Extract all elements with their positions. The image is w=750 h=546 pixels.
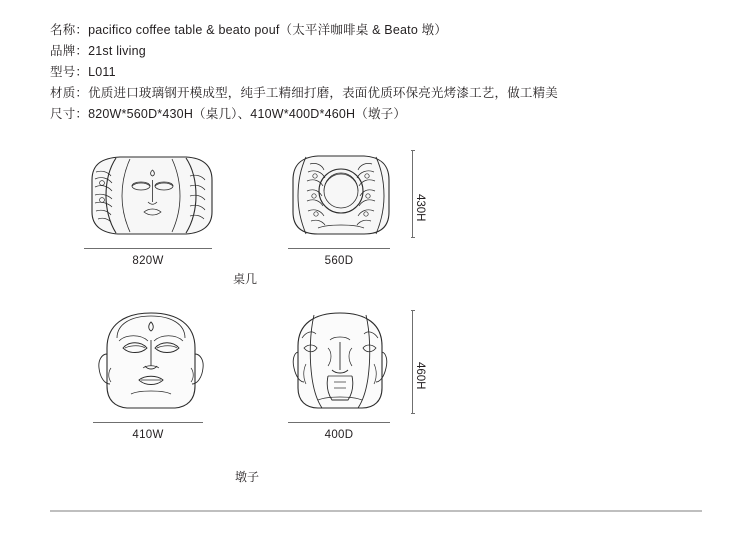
group-label-table: 桌几: [232, 272, 257, 286]
dimension-cap-top: [411, 150, 415, 151]
caption-410w: 410W: [132, 429, 164, 441]
group-label-pouf: 墩子: [234, 470, 259, 484]
dimension-line: [412, 150, 413, 238]
spec-line-name: 名称：pacifico coffee table & beato pouf（太平洋咖啡桌 & Beato 墩）: [50, 23, 448, 37]
coffee-table-side-illustration: [288, 150, 394, 240]
drawing-area: [0, 140, 750, 500]
spec-line-material: 材质：优质进口玻璃钢开模成型，纯手工精细打磨，表面优质环保亮光烤漆工艺，做工精美: [50, 86, 559, 100]
footer-divider: [50, 510, 702, 512]
figure-pouf-front: [95, 308, 207, 441]
spec-line-size: 尺寸：820W*560D*430H（桌几）、410W*400D*460H（墩子）: [50, 107, 407, 121]
caption-rule-560d: [288, 248, 390, 249]
caption-rule-400d: [288, 422, 390, 423]
caption-rule-410w: [93, 422, 203, 423]
dimension-label-430h: 430H: [414, 194, 426, 222]
spec-line-model: 型号：L011: [50, 65, 116, 79]
caption-400d: 400D: [324, 429, 354, 441]
dimension-cap-bottom: [411, 237, 415, 238]
dimension-line: [412, 310, 413, 414]
dimension-cap-bottom: [411, 413, 415, 414]
pouf-side-illustration: [288, 308, 392, 416]
pouf-front-illustration: [95, 308, 207, 416]
figure-pouf-side: [288, 308, 392, 441]
caption-820w: 820W: [132, 255, 164, 267]
caption-560d: 560D: [324, 255, 354, 267]
caption-rule-820w: [84, 248, 212, 249]
dimension-label-460h: 460H: [414, 362, 426, 390]
spec-list: [50, 20, 700, 125]
dimension-cap-top: [411, 310, 415, 311]
coffee-table-front-illustration: [86, 150, 216, 240]
spec-line-brand: 品牌：21st living: [50, 44, 146, 58]
figure-coffee-table-side: [288, 150, 394, 267]
figure-coffee-table-front: [86, 150, 216, 267]
